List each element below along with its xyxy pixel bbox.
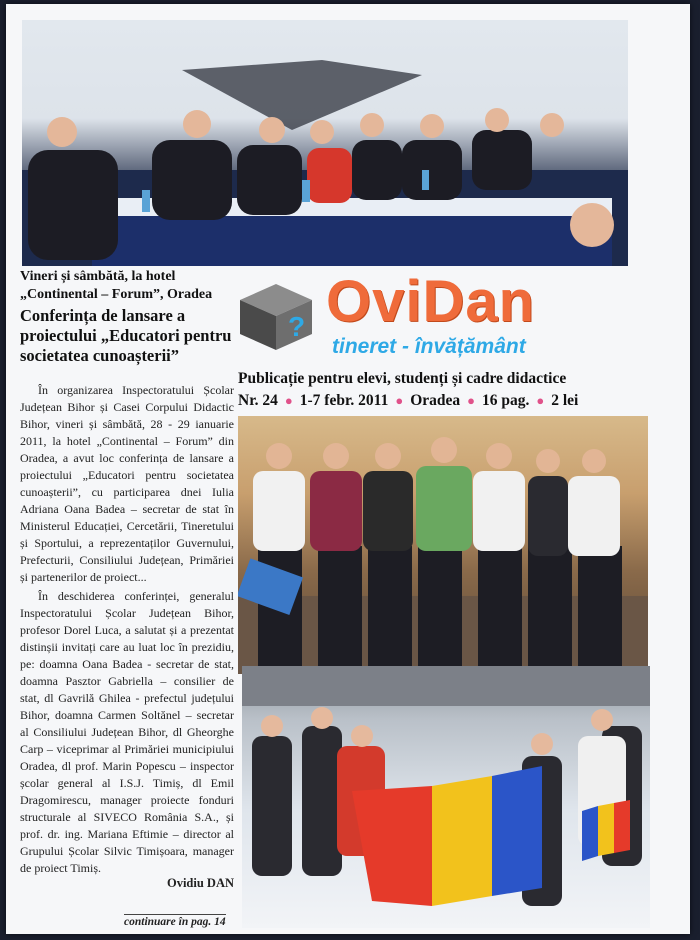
brand-tagline: tineret - învățământ <box>332 335 526 358</box>
bullet-icon: ● <box>467 393 475 408</box>
article-author: Ovidiu DAN <box>166 876 234 890</box>
children-flag-photo <box>242 666 650 928</box>
issue-date: 1-7 febr. 2011 <box>299 392 389 409</box>
svg-text:?: ? <box>288 311 306 342</box>
brand-name: OviDan <box>326 269 536 334</box>
bullet-icon: ● <box>536 393 545 408</box>
bullet-icon: ● <box>284 393 293 408</box>
article-paragraph: În organizarea Inspectoratului Școlar Județean Bihor și Casei Corpului Didactic Bihor, vineri și sâmbătă, 28 - 29 ianuarie 2011, la hotel „Continental – Forum” din Oradea, a avut loc conferința de lansare a proiectului „Educatori pentru societatea cunoașterii”, cu participarea dnei Iulia Adriana Oana Badea – secretar de stat în Ministerul Educației, Cercetării, Tineretului și Sportului, a reprezentaților Guvernului, Prefecturii, Consiliului Județean, Primăriei și partenerilor de proiect... <box>20 383 234 584</box>
continuation-note: continuare în pag. 14 <box>124 916 226 928</box>
issue-city: Oradea <box>410 392 461 409</box>
headline-title: Conferința de lansare a proiectului „Educatori pentru societatea cunoașterii” <box>20 306 232 365</box>
newspaper-page <box>6 4 690 934</box>
article-paragraph: În deschiderea conferinței, generalul Inspectoratului Școlar Județean Bihor, profesor Dorel Luca, a salutat și a prezentat distinșii invitați care au luat loc în prezidiu, pe: doamna Oana Badea - secretar de stat, doamna Pasztor Gabriella – consilier de stat, dl Gavrilă Ghilea - prefectul județului Bihor, doamna Carmen Soltănel – secretar al Consiliului Județean Bihor, dl Gheorghe Carp – viceprimar al Primăriei municipiului Oradea, dl prof. Marin Popescu – inspector școlar general al I.S.J. Timiș, dl Emil Dragomirescu, manager proiecte fonduri structurale al SIVECO România S.A., și prof. dr. ing. Mariana Eftimie – director al Grupului Școlar Silvic Timișoara, manager de proiect Timiș. <box>20 589 234 875</box>
article-body <box>20 382 234 892</box>
question-cube-icon <box>236 280 316 354</box>
conference-photo <box>22 20 628 266</box>
article-headline <box>20 268 234 366</box>
issue-pages: 16 pag. <box>481 392 530 409</box>
issue-number: Nr. 24 <box>238 392 278 409</box>
publication-subtitle: Publicație pentru elevi, studenți și cadre didactice <box>238 370 567 387</box>
issue-info <box>238 392 578 410</box>
headline-kicker: Vineri și sâmbătă, la hotel „Continental – Forum”, Oradea <box>20 269 213 302</box>
bullet-icon: ● <box>395 393 404 408</box>
students-group-photo <box>238 416 648 674</box>
issue-price: 2 lei <box>551 392 579 409</box>
